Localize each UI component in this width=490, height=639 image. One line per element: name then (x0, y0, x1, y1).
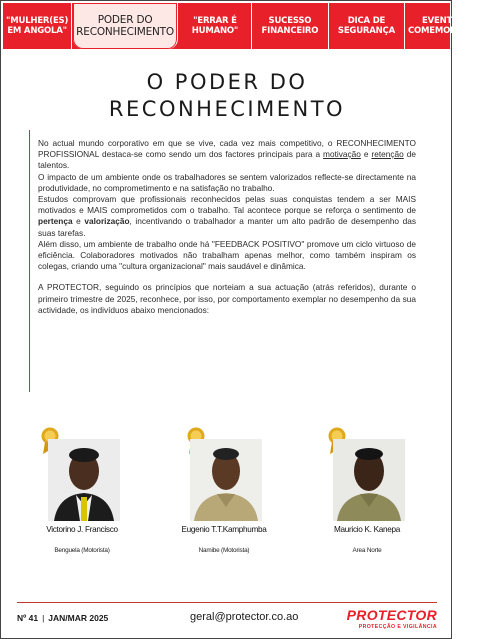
honorees-section (1, 426, 453, 566)
article-emphasis-valorizacao: valorização (84, 216, 130, 227)
top-navigation (3, 3, 488, 49)
article-body (29, 130, 424, 392)
tab-dica-de-seguranca[interactable]: DICA DE SEGURANÇA (329, 3, 405, 49)
issue-period: JAN/MAR 2025 (48, 613, 109, 623)
footer (17, 607, 437, 637)
tab-sucesso-financeiro[interactable]: SUCESSO FINANCEIRO (252, 3, 329, 49)
article-text: , incentivando o trabalhador a manter um alto padrão de desempenho das suas tarefas. (38, 216, 416, 238)
article-emphasis-pertenca: pertença (38, 216, 73, 227)
issue-info (17, 613, 108, 623)
honoree-role: Area Norte (352, 547, 382, 554)
issue-number: Nº 41 (17, 613, 39, 623)
article-text: Estudos comprovam que profissionais reconhecidos pelas suas conquistas tendem a ser MAIS motivados e MAIS comprometidos com o trabalho. Tal acontece porque se reforça o sentimento de (38, 194, 416, 216)
tab-mulheres-em-angola[interactable]: "MULHER(ES) EM ANGOLA" (3, 3, 72, 49)
page-title-line-1: O PODER DO (146, 70, 308, 94)
protector-logo (345, 607, 437, 637)
honoree-role: Benguela (Motorista) (54, 547, 110, 554)
person-portrait-icon (48, 439, 120, 521)
honoree-role: Namibe (Motorista) (198, 547, 250, 554)
article-text: e (72, 216, 85, 227)
honoree-photo (190, 439, 262, 521)
article-paragraph-4: Além disso, um ambiente de trabalho onde há "FEEDBACK POSITIVO" promove um ciclo virtuoso de eficiência. Colaboradores motivados não trabalham apenas melhor, como também inspiram os colegas, criando uma "cultura organizacional" mais saudável e dinâmica. (38, 238, 416, 272)
tab-eventos-e-comemoracoes[interactable]: EVENTOS E COMEMORAÇÕES (407, 16, 488, 36)
footer-divider (17, 602, 437, 603)
honoree-photo (333, 439, 405, 521)
article-paragraph-3 (38, 194, 416, 239)
logo-tagline: PROTECÇÃO E VIGILÂNCIA (358, 624, 437, 630)
page-title-line-2: RECONHECIMENTO (108, 97, 346, 121)
article-paragraph-2: O impacto de um ambiente onde os trabalhadores se sentem valorizados reflecte-se directamente na produtividade, no comprometimento e na satisfação no trabalho. (38, 171, 416, 193)
article-emphasis-motivacao: motivação (323, 149, 361, 160)
honoree-name: Eugenio T.T.Kamphumba (181, 525, 267, 534)
logo-wordmark: PROTECTOR (346, 607, 437, 623)
article-text: No actual mundo corporativo em que se vive, cada vez mais competitivo, o RECONHECIMENTO PROFISSIONAL destaca-se como sendo um dos factores principais para a (38, 138, 416, 160)
honoree-name: Victorino J. Francisco (46, 525, 118, 534)
honoree-name: Mauricio K. Kanepa (333, 525, 401, 534)
article-text: e (360, 149, 372, 160)
honoree-photo (48, 439, 120, 521)
tab-errar-e-humano[interactable]: "ERRAR É HUMANO" (179, 3, 252, 49)
article-text: de talentos. (38, 149, 416, 171)
page-title (1, 69, 453, 123)
person-portrait-icon (333, 439, 405, 521)
tab-poder-do-reconhecimento[interactable]: PODER DO RECONHECIMENTO (73, 3, 178, 49)
person-portrait-icon (190, 439, 262, 521)
article-paragraph-1 (38, 138, 416, 172)
issue-separator: | (42, 613, 45, 623)
article-emphasis-retencao: retenção (371, 149, 404, 160)
article-paragraph-5: A PROTECTOR, seguindo os princípios que norteiam a sua actuação (atrás referidos), durante o primeiro trimestre de 2025, reconhece, por isso, por comportamento exemplar no desempenho da sua actividade, os indivíduos abaixo mencionados: (38, 282, 416, 315)
contact-email-link[interactable]: geral@protector.co.ao (190, 611, 299, 623)
